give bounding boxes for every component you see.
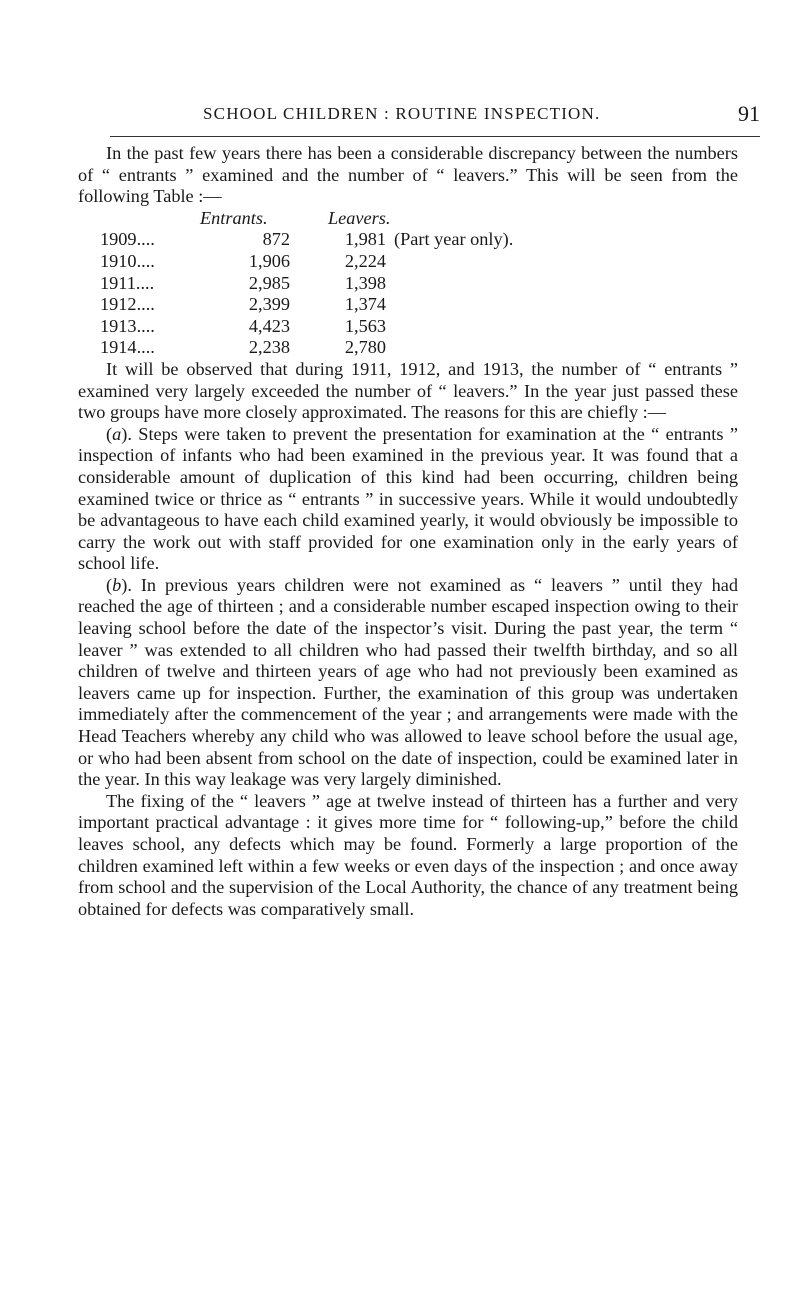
row-entrants: 2,985 — [248, 272, 290, 293]
row-leavers: 1,398 — [344, 272, 386, 293]
reason-b-text: In previous years children were not examined as “ leavers ” until they had reached the age of thirteen ; and a considerable number escaped inspection owing to their leaving school before the date of the inspector’s visit. During the past year, the term “ leaver ” was extended to all children who had passed their twelfth birthday, and so all children of twelve and thirteen years of age who had not previously been examined as leavers came up for inspection. Further, the examination of this group was undertaken immediately after the commencement of the year ; and arrangements were made with the Head Teachers whereby any child who was allowed to leave school before the usual age, or who had been absent from school on the date of inspection, could be examined later in the year. In this way leakage was very largely diminished. — [78, 574, 738, 790]
row-leavers: 1,374 — [344, 294, 386, 315]
running-title: SCHOOL CHILDREN : ROUTINE INSPECTION. — [203, 104, 601, 123]
row-year: 1910.... — [100, 250, 155, 271]
column-header-leavers: Leavers. — [328, 207, 391, 228]
row-year: 1914.... — [100, 337, 155, 358]
row-entrants: 2,238 — [248, 337, 290, 358]
table-row — [78, 337, 738, 359]
body-text — [78, 143, 738, 920]
row-leavers: 2,224 — [344, 250, 386, 271]
row-leavers: 1,981 — [344, 229, 386, 250]
reason-a-text: Steps were taken to prevent the presentation for examination at the “ entrants ” inspection of infants who had been examined in the previous year. It was found that a considerable amount of duplication of this kind had been occurring, children being examined twice or thrice as “ entrants ” in successive years. While it would undoubtedly be advantageous to have each child examined yearly, it would obviously be impossible to carry the work out with staff provided for one examination only in the early years of school life. — [78, 423, 738, 574]
header-rule — [110, 136, 760, 137]
fixing-paragraph: The fixing of the “ leavers ” age at twelve instead of thirteen has a further and very important practical advantage : it gives more time for “ following-up,” before the child leaves school, any defects which may be found. Formerly a large proportion of the children examined left within a few weeks or even days of the inspection ; and once away from school and the supervision of the Local Authority, the chance of any treatment being obtained for defects was comparatively small. — [78, 790, 738, 919]
row-entrants: 872 — [262, 229, 290, 250]
reason-b-label: (b). — [106, 574, 132, 595]
row-leavers: 2,780 — [344, 337, 386, 358]
row-entrants: 2,399 — [248, 294, 290, 315]
reason-b-paragraph — [78, 575, 738, 791]
row-entrants: 4,423 — [248, 315, 290, 336]
row-year: 1911.... — [100, 272, 155, 293]
table-row — [78, 229, 738, 251]
row-year: 1909.... — [100, 229, 155, 250]
reason-a-label: (a). — [106, 423, 132, 444]
observation-paragraph: It will be observed that during 1911, 1912, and 1913, the number of “ entrants ” examined very largely exceeded the number of “ leavers.” In the year just passed these two groups have more closely approximated. The reasons for this are chiefly :— — [78, 358, 738, 423]
table-row — [78, 294, 738, 316]
running-header — [175, 101, 760, 128]
row-entrants: 1,906 — [248, 250, 290, 271]
table-header-row — [78, 208, 738, 230]
table-row — [78, 251, 738, 273]
row-year: 1912.... — [100, 294, 155, 315]
page-number: 91 — [738, 101, 760, 126]
row-year: 1913.... — [100, 315, 155, 336]
column-header-entrants: Entrants. — [200, 207, 268, 228]
row-leavers: 1,563 — [344, 315, 386, 336]
entrants-leavers-table — [78, 208, 738, 359]
reason-a-paragraph — [78, 424, 738, 575]
table-row — [78, 273, 738, 295]
table-row — [78, 316, 738, 338]
intro-paragraph: In the past few years there has been a considerable discrepancy between the numbers of “ entrants ” examined and the number of “ leavers.” This will be seen from the following Table :— — [78, 143, 738, 207]
row-note: (Part year only). — [394, 229, 514, 250]
